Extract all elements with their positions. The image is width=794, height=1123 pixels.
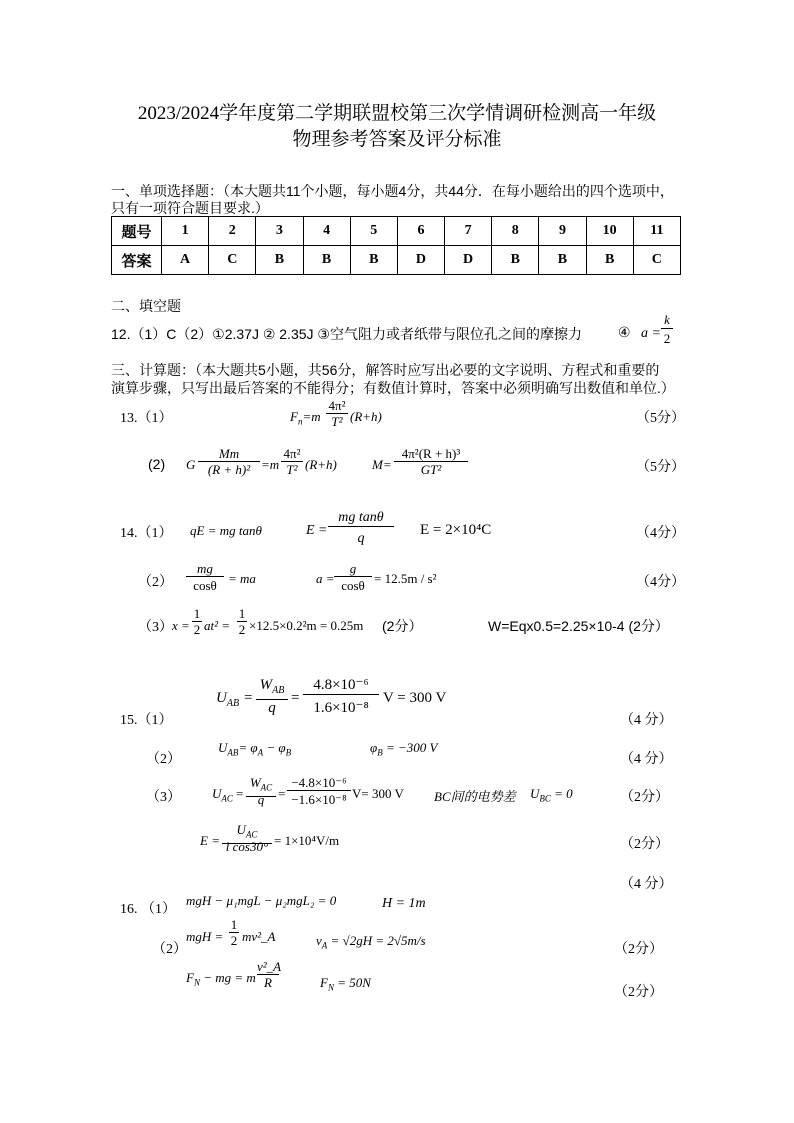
answer-letter: B bbox=[350, 246, 397, 275]
q16-p2-n: 1 bbox=[230, 917, 238, 932]
q16-p2-lhs: mgH = bbox=[186, 929, 224, 944]
q14-p2-den2: cosθ bbox=[341, 578, 365, 593]
q15-p5-score: （4 分） bbox=[620, 877, 673, 892]
q14-p1-result: E = 2×10⁴C bbox=[420, 522, 492, 538]
page-subtitle: 物理参考答案及评分标准 bbox=[292, 129, 502, 150]
q15-p4-den: l cos30° bbox=[225, 839, 269, 854]
q16-part1-label: 16. （1） bbox=[120, 902, 176, 917]
page-title: 2023/2024学年度第二学期联盟校第三次学情调研检测高一年级 bbox=[137, 103, 657, 124]
answer-letter: D bbox=[445, 246, 492, 275]
q12-circle-4: ④ bbox=[618, 324, 631, 340]
q14-part1-label: 14.（1） bbox=[120, 526, 173, 541]
q14-part3-label: （3） bbox=[138, 620, 173, 635]
q14-p3-score: (2分） bbox=[382, 618, 423, 634]
q15-p3-eq: = bbox=[236, 786, 244, 801]
q14-p3-d2: 2 bbox=[238, 622, 246, 637]
table-row-questions bbox=[112, 217, 681, 246]
q15-p4-E: E = bbox=[200, 833, 220, 848]
q14-p3-n1: 1 bbox=[193, 606, 201, 621]
answer-letter: D bbox=[397, 246, 444, 275]
q15-p3-result: V= 300 V bbox=[352, 786, 404, 801]
q16-p1-eq: mgH − μ₁mgL − μ₂mgL₂ = 0 bbox=[186, 893, 337, 908]
q16-p3-lhs: $F_N$ − mg = m bbox=[186, 970, 256, 988]
question-number: 8 bbox=[492, 217, 539, 246]
q15-p1-eq2: = bbox=[291, 690, 300, 706]
section1-heading-line2: 只有一项符合题目要求.） bbox=[111, 200, 269, 216]
q16-p2-d: 2 bbox=[230, 933, 238, 948]
answer-letter: A bbox=[162, 246, 209, 275]
q14-p1-den: q bbox=[357, 531, 365, 546]
q15-p1-den: q bbox=[268, 700, 276, 716]
q15-part3-label: （3） bbox=[146, 790, 181, 805]
question-number: 3 bbox=[256, 217, 303, 246]
answer-letter: C bbox=[209, 246, 256, 275]
q16-p3-den: R bbox=[264, 975, 272, 990]
q14-p3-result: ×12.5×0.2²m = 0.25m bbox=[249, 618, 364, 633]
q14-p2-num: mg bbox=[186, 561, 224, 577]
section1-heading-line1: 一、单项选择题：（本大题共11个小题，每小题4分，共44分．在每小题给出的四个选项中， bbox=[111, 183, 674, 199]
q15-p3-bc-text: BC间的电势差 bbox=[434, 789, 516, 804]
q15-part2-label: （2） bbox=[146, 752, 181, 767]
q16-p1-result: H = 1m bbox=[382, 896, 426, 911]
question-number: 6 bbox=[397, 217, 444, 246]
q14-part2-label: （2） bbox=[138, 575, 173, 590]
q13-p1-tail: (R+h) bbox=[350, 409, 382, 424]
q15-p3-den2: −1.6×10⁻⁸ bbox=[291, 792, 347, 807]
q16-p3-score: （2分） bbox=[614, 985, 663, 1000]
q15-p3-bc-U: $U_{BC} = 0$ bbox=[530, 786, 573, 804]
q15-p4-result: = 1×10⁴V/m bbox=[274, 833, 340, 848]
q14-p3-mid: at² = bbox=[204, 618, 231, 633]
q14-p2-result: = 12.5m / s² bbox=[374, 571, 437, 586]
answer-letter: B bbox=[303, 246, 350, 275]
q16-part2-label: （2） bbox=[152, 942, 187, 957]
q15-p4-num: $U_{AC}$ bbox=[222, 822, 272, 844]
q14-p1-score: （4分） bbox=[636, 526, 685, 541]
q15-p2-eq: $U_{AB}= \varphi_A - \varphi_B$ bbox=[218, 740, 292, 758]
q15-p3-U: $U_{AC}$ bbox=[212, 786, 233, 804]
q14-p2-den: cosθ bbox=[193, 578, 217, 593]
q15-p1-den2: 1.6×10⁻⁸ bbox=[313, 700, 369, 716]
answer-letter: C bbox=[633, 246, 680, 275]
q13-p1-den: T² bbox=[331, 414, 343, 429]
answer-table bbox=[111, 216, 681, 275]
q13-p2-mid: =m bbox=[261, 457, 280, 472]
q15-p1-U: $U_{AB}$ bbox=[216, 690, 240, 709]
q14-p1-num: mg tanθ bbox=[328, 509, 394, 527]
answer-letter: B bbox=[586, 246, 633, 275]
q15-p1-result: V = 300 V bbox=[383, 690, 447, 706]
q14-p3-x: x = bbox=[172, 618, 190, 633]
q13-p2-M: M= bbox=[372, 457, 392, 472]
q16-p2-tail: mv²_A bbox=[242, 929, 276, 944]
q13-p2-G: G bbox=[186, 457, 196, 472]
table-row-answers bbox=[112, 246, 681, 275]
answer-letter: B bbox=[539, 246, 586, 275]
q15-p1-score: （4 分） bbox=[620, 713, 673, 728]
question-number: 10 bbox=[586, 217, 633, 246]
q13-p1-score: （5分） bbox=[636, 411, 685, 426]
q13-p2-den2: T² bbox=[286, 462, 298, 477]
q15-p1-num: $W_{AB}$ bbox=[256, 677, 288, 700]
answer-letter: B bbox=[492, 246, 539, 275]
q14-p3-n2: 1 bbox=[238, 606, 246, 621]
question-number: 2 bbox=[209, 217, 256, 246]
q16-p3-num: v²_A bbox=[257, 959, 282, 974]
q13-p1-num: 4π² bbox=[326, 398, 348, 414]
question-number: 7 bbox=[445, 217, 492, 246]
q14-p3-d1: 2 bbox=[193, 622, 201, 637]
q15-p1-num2: 4.8×10⁻⁶ bbox=[303, 677, 379, 695]
section3-heading-line2: 演算步骤，只写出最后答案的不能得分；有数值计算时，答案中必须明确写出数值和单位.） bbox=[111, 380, 675, 396]
q13-p2-den3: GT² bbox=[420, 462, 442, 477]
q13-p1-lhs: $F_n=m$ bbox=[290, 409, 321, 427]
q16-p3-F: $F_N = 50N$ bbox=[320, 975, 371, 993]
q15-p2-phi: $\varphi_B = -300$ V bbox=[370, 740, 438, 758]
q13-p2-den1: (R + h)² bbox=[207, 462, 251, 477]
q13-p2-num3: 4π²(R + h)³ bbox=[394, 446, 468, 462]
q14-p2-tail: = ma bbox=[228, 571, 256, 586]
question-number: 1 bbox=[162, 217, 209, 246]
row-label-answer: 答案 bbox=[112, 246, 162, 275]
section2-heading: 二、填空题 bbox=[111, 298, 181, 314]
q12-answer: 12.（1）C（2）①2.37J ② 2.35J ③空气阻力或者纸带与限位孔之间的摩擦力 bbox=[111, 326, 582, 342]
q13-p2-num2: 4π² bbox=[281, 446, 303, 462]
q13-p2-tail: (R+h) bbox=[305, 457, 337, 472]
q14-p1-E: E = bbox=[306, 523, 328, 538]
q13-p2-score: （5分） bbox=[636, 460, 685, 475]
question-number: 9 bbox=[539, 217, 586, 246]
q16-p2-score: （2分） bbox=[614, 942, 663, 957]
q15-p2-score: （4 分） bbox=[620, 752, 673, 767]
q14-p2-score: （4分） bbox=[636, 575, 685, 590]
question-number: 5 bbox=[350, 217, 397, 246]
q15-part1-label: 15.（1） bbox=[120, 713, 173, 728]
question-number: 4 bbox=[303, 217, 350, 246]
q15-p3-score: （2分） bbox=[620, 790, 669, 805]
q14-p1-eq: qE = mg tanθ bbox=[190, 523, 262, 538]
q12-denominator: 2 bbox=[663, 331, 671, 346]
q14-p2-num2: g bbox=[334, 561, 372, 577]
q15-p3-eq2: = bbox=[278, 786, 286, 801]
q15-p4-score: （2分） bbox=[620, 837, 669, 852]
q13-part2-label: (2) bbox=[148, 456, 166, 472]
q15-p3-num2: −4.8×10⁻⁶ bbox=[287, 775, 351, 791]
q16-p2-v: $v_A = √2gH = 2√5m/s$ bbox=[316, 933, 426, 951]
q15-p3-den: q bbox=[257, 792, 265, 807]
q12-formula-lhs: a = bbox=[641, 326, 661, 341]
q14-p3-work: W=Eqx0.5=2.25×10-4 (2分） bbox=[488, 618, 669, 634]
q13-p2-num1: Mm bbox=[198, 446, 260, 462]
answer-letter: B bbox=[256, 246, 303, 275]
row-label-question: 题号 bbox=[112, 217, 162, 246]
q12-numerator: k bbox=[661, 312, 673, 329]
q14-p2-a: a = bbox=[316, 571, 335, 586]
q15-p1-eq: = bbox=[244, 690, 253, 706]
section3-heading-line1: 三、计算题：（本大题共5小题，共56分，解答时应写出必要的文字说明、方程式和重要的 bbox=[111, 362, 660, 378]
q15-p3-num: $W_{AC}$ bbox=[246, 775, 276, 797]
q13-part1-label: 13.（1） bbox=[120, 411, 173, 426]
question-number: 11 bbox=[633, 217, 680, 246]
